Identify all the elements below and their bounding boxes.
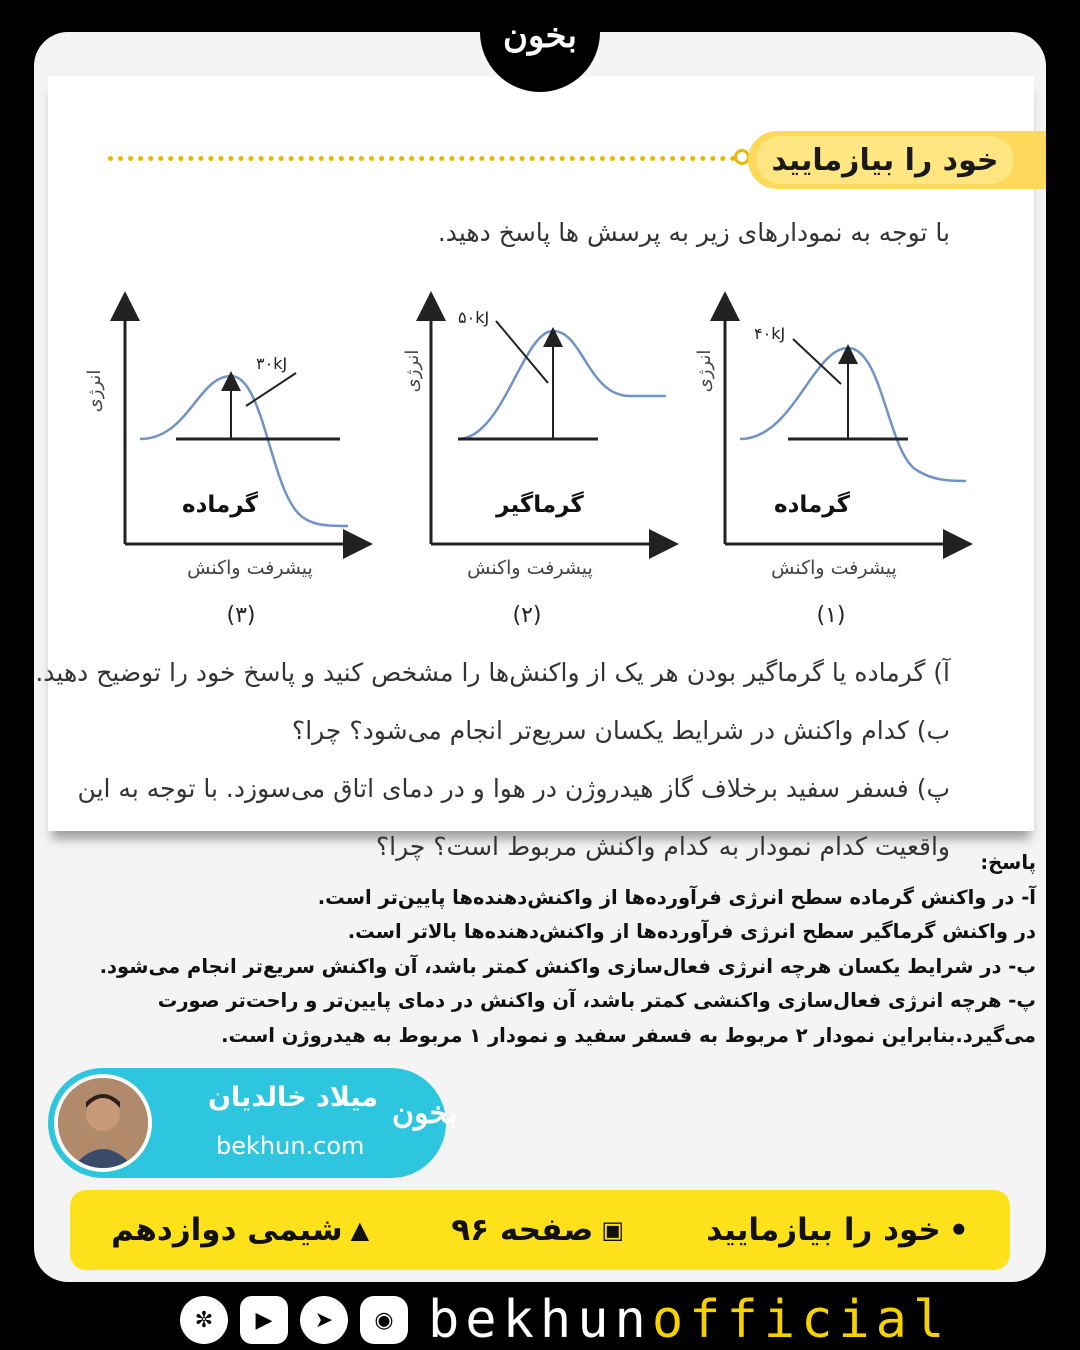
graph-type-label: گرماده: [774, 492, 850, 518]
book-icon: ▣: [601, 1216, 624, 1244]
section-title-tab: [748, 131, 1046, 189]
teacher-icon: ⚫: [948, 1216, 969, 1244]
title-dotted-line: [108, 156, 736, 161]
question-item: ب) کدام واکنش در شرایط یکسان سریع‌تر انجام می‌شود؟ چرا؟: [291, 716, 950, 745]
avatar-image: [58, 1078, 148, 1168]
energy-pointer: [246, 373, 296, 406]
page-segment: [451, 1212, 624, 1248]
x-label: پیشرفت واکنش: [187, 557, 313, 579]
graph-number: (۱): [816, 603, 846, 628]
brand-handle-part1: bekhun: [428, 1290, 652, 1350]
graph-number: (۳): [226, 603, 256, 628]
film-reel-icon[interactable]: ✼: [180, 1296, 228, 1344]
youtube-icon[interactable]: ▶: [240, 1296, 288, 1344]
y-label: انرژی: [694, 349, 715, 393]
answer-line: ب- در شرایط یکسان هرچه انرژی فعال‌سازی واکنش کمتر باشد، آن واکنش سریع‌تر انجام می‌شود.: [99, 954, 1036, 978]
question-intro: با توجه به نمودارهای زیر به پرسش ها پاسخ دهید.: [437, 218, 950, 247]
energy-value: ۳۰kJ: [256, 354, 288, 373]
y-label: انرژی: [402, 349, 423, 393]
book-segment: [111, 1212, 369, 1248]
author-logo: بخون: [392, 1096, 458, 1131]
graph-3: [84, 306, 358, 628]
energy-pointer: [793, 339, 841, 384]
topic-segment: [706, 1212, 969, 1248]
answer-line: آ- در واکنش گرماده سطح انرژی فرآورده‌ها از واکنش‌دهنده‌ها پایین‌تر است.: [317, 885, 1036, 909]
brand-handle[interactable]: [428, 1290, 950, 1350]
answer-line: در واکنش گرماگیر سطح انرژی فرآورده‌ها از واکنش‌دهنده‌ها بالاتر است.: [347, 920, 1036, 943]
answer-line: پ- هرچه انرژی فعال‌سازی واکنشی کمتر باشد، آن واکنش در دمای پایین‌تر و راحت‌تر صورت: [157, 989, 1036, 1012]
book-label: شیمی دوازدهم: [111, 1212, 343, 1248]
energy-pointer: [496, 321, 548, 383]
footer-info-bar: [70, 1190, 1010, 1270]
page-label: صفحه ۹۶: [451, 1212, 594, 1248]
answer-heading: پاسخ:: [980, 851, 1036, 874]
graph-2: [402, 306, 666, 628]
textbook-excerpt: [35, 76, 1034, 861]
instagram-icon[interactable]: ◉: [360, 1296, 408, 1344]
x-label: پیشرفت واکنش: [771, 557, 897, 579]
question-item: واقعیت کدام نمودار به کدام واکنش مربوط است؟ چرا؟: [375, 832, 950, 861]
brand-handle-part2: official: [651, 1290, 951, 1350]
y-label: انرژی: [84, 369, 105, 413]
energy-curve: [740, 348, 966, 481]
social-row: [180, 1290, 950, 1350]
question-item: پ) فسفر سفید برخلاف گاز هیدروژن در هوا و در دمای اتاق می‌سوزد. با توجه به این: [77, 774, 950, 803]
author-name: میلاد خالدیان: [208, 1082, 379, 1113]
answer-line: می‌گیرد.بنابراین نمودار ۲ مربوط به فسفر سفید و نمودار ۱ مربوط به هیدروژن است.: [221, 1023, 1036, 1047]
energy-value: ۵۰kJ: [458, 308, 490, 327]
energy-diagrams: [48, 251, 1034, 651]
author-badge: [48, 1068, 458, 1178]
graduation-cap-icon: ▲: [350, 1216, 370, 1244]
graph-type-label: گرماده: [182, 492, 258, 518]
graph-type-label: گرماگیر: [496, 492, 584, 518]
avatar: [54, 1074, 152, 1172]
section-title: خود را بیازمایید: [756, 136, 1014, 184]
energy-curve: [458, 331, 666, 439]
answer-block: [36, 846, 1036, 1053]
question-item: آ) گرماده یا گرماگیر بودن هر یک از واکنش‌ها را مشخص کنید و پاسخ خود را توضیح دهید.: [35, 658, 950, 687]
telegram-icon[interactable]: ➤: [300, 1296, 348, 1344]
author-site[interactable]: bekhun.com: [216, 1132, 365, 1160]
graph-1: [694, 306, 966, 628]
graph-number: (۲): [512, 603, 542, 628]
topic-label: خود را بیازمایید: [706, 1212, 941, 1248]
x-label: پیشرفت واکنش: [467, 557, 593, 579]
energy-value: ۴۰kJ: [754, 324, 786, 343]
logo-text: بخون: [503, 16, 577, 56]
